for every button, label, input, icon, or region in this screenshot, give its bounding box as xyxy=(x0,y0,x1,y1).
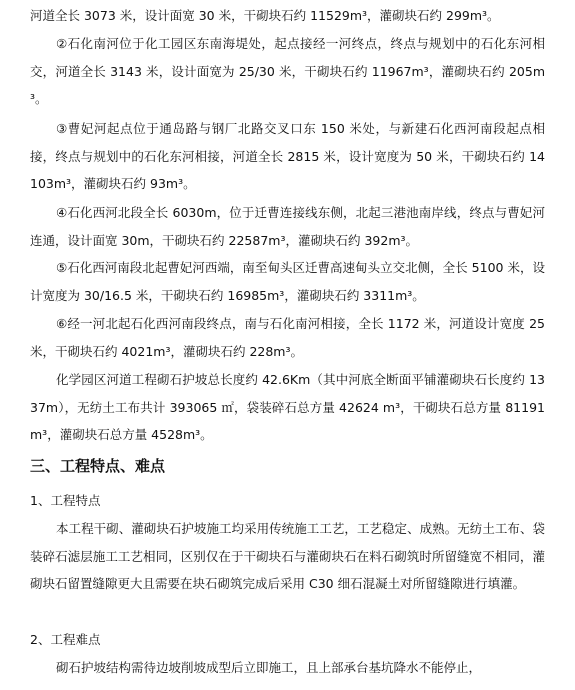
paragraph-shihua-west-river-south: ⑤石化西河南段北起曹妃河西端，南至甸头区迁曹高速甸头立交北侧，全长 5100 米，设计宽度为 30/16.5 米，干砌块石约 16985m³，灌砌块石约 3311m³。 xyxy=(30,260,545,303)
sub-heading-features: 1、工程特点 xyxy=(30,493,101,508)
paragraph-shihua-south-river: ②石化南河位于化工园区东南海堤处，起点接经一河终点，终点与规划中的石化东河相交，河道全长 3143 米，设计面宽为 25/30 米，干砌块石约 11967m³，灌砌块石约 205m³。 xyxy=(30,36,545,106)
sub-heading-difficulties: 2、工程难点 xyxy=(30,632,101,647)
paragraph-features: 本工程干砌、灌砌块石护坡施工均采用传统施工工艺，工艺稳定、成熟。无纺土工布、袋装碎石滤层施工工艺相同，区别仅在于干砌块石与灌砌块石在料石砌筑时所留缝宽不相同，灌砌块石留置缝隙更大且需要在块石砌筑完成后采用 C30 细石混凝土对所留缝隙进行填灌。 xyxy=(30,521,545,591)
paragraph-river-1-tail: 河道全长 3073 米，设计面宽 30 米，干砌块石约 11529m³，灌砌块石约 299m³。 xyxy=(30,8,500,23)
paragraph-difficulties: 砌石护坡结构需待边坡削坡成型后立即施工，且上部承台基坑降水不能停止， xyxy=(56,660,482,675)
paragraph-caofei-river: ③曹妃河起点位于通岛路与钢厂北路交叉口东 150 米处，与新建石化西河南段起点相接，终点与规划中的石化东河相接，河道全长 2815 米，设计宽度为 50 米，干砌块石约 14103m³，灌砌块石约 93m³。 xyxy=(30,121,545,191)
paragraph-shihua-west-river-north: ④石化西河北段全长 6030m，位于迁曹连接线东侧，北起三港池南岸线，终点与曹妃河连通，设计面宽 30m，干砌块石约 22587m³，灌砌块石约 392m³。 xyxy=(30,205,545,248)
paragraph-summary: 化学园区河道工程砌石护坡总长度约 42.6Km（其中河底全断面平铺灌砌块石长度约 1337m），无纺土工布共计 393065 ㎡，袋装碎石总方量 42624 m³，干砌块石总方量 81191m³，灌砌块石总方量 4528m³。 xyxy=(30,372,545,442)
section-heading: 三、工程特点、难点 xyxy=(30,457,166,475)
paragraph-jingyi-river: ⑥经一河北起石化西河南段终点，南与石化南河相接，全长 1172 米，河道设计宽度 25 米，干砌块石约 4021m³，灌砌块石约 228m³。 xyxy=(30,316,545,359)
